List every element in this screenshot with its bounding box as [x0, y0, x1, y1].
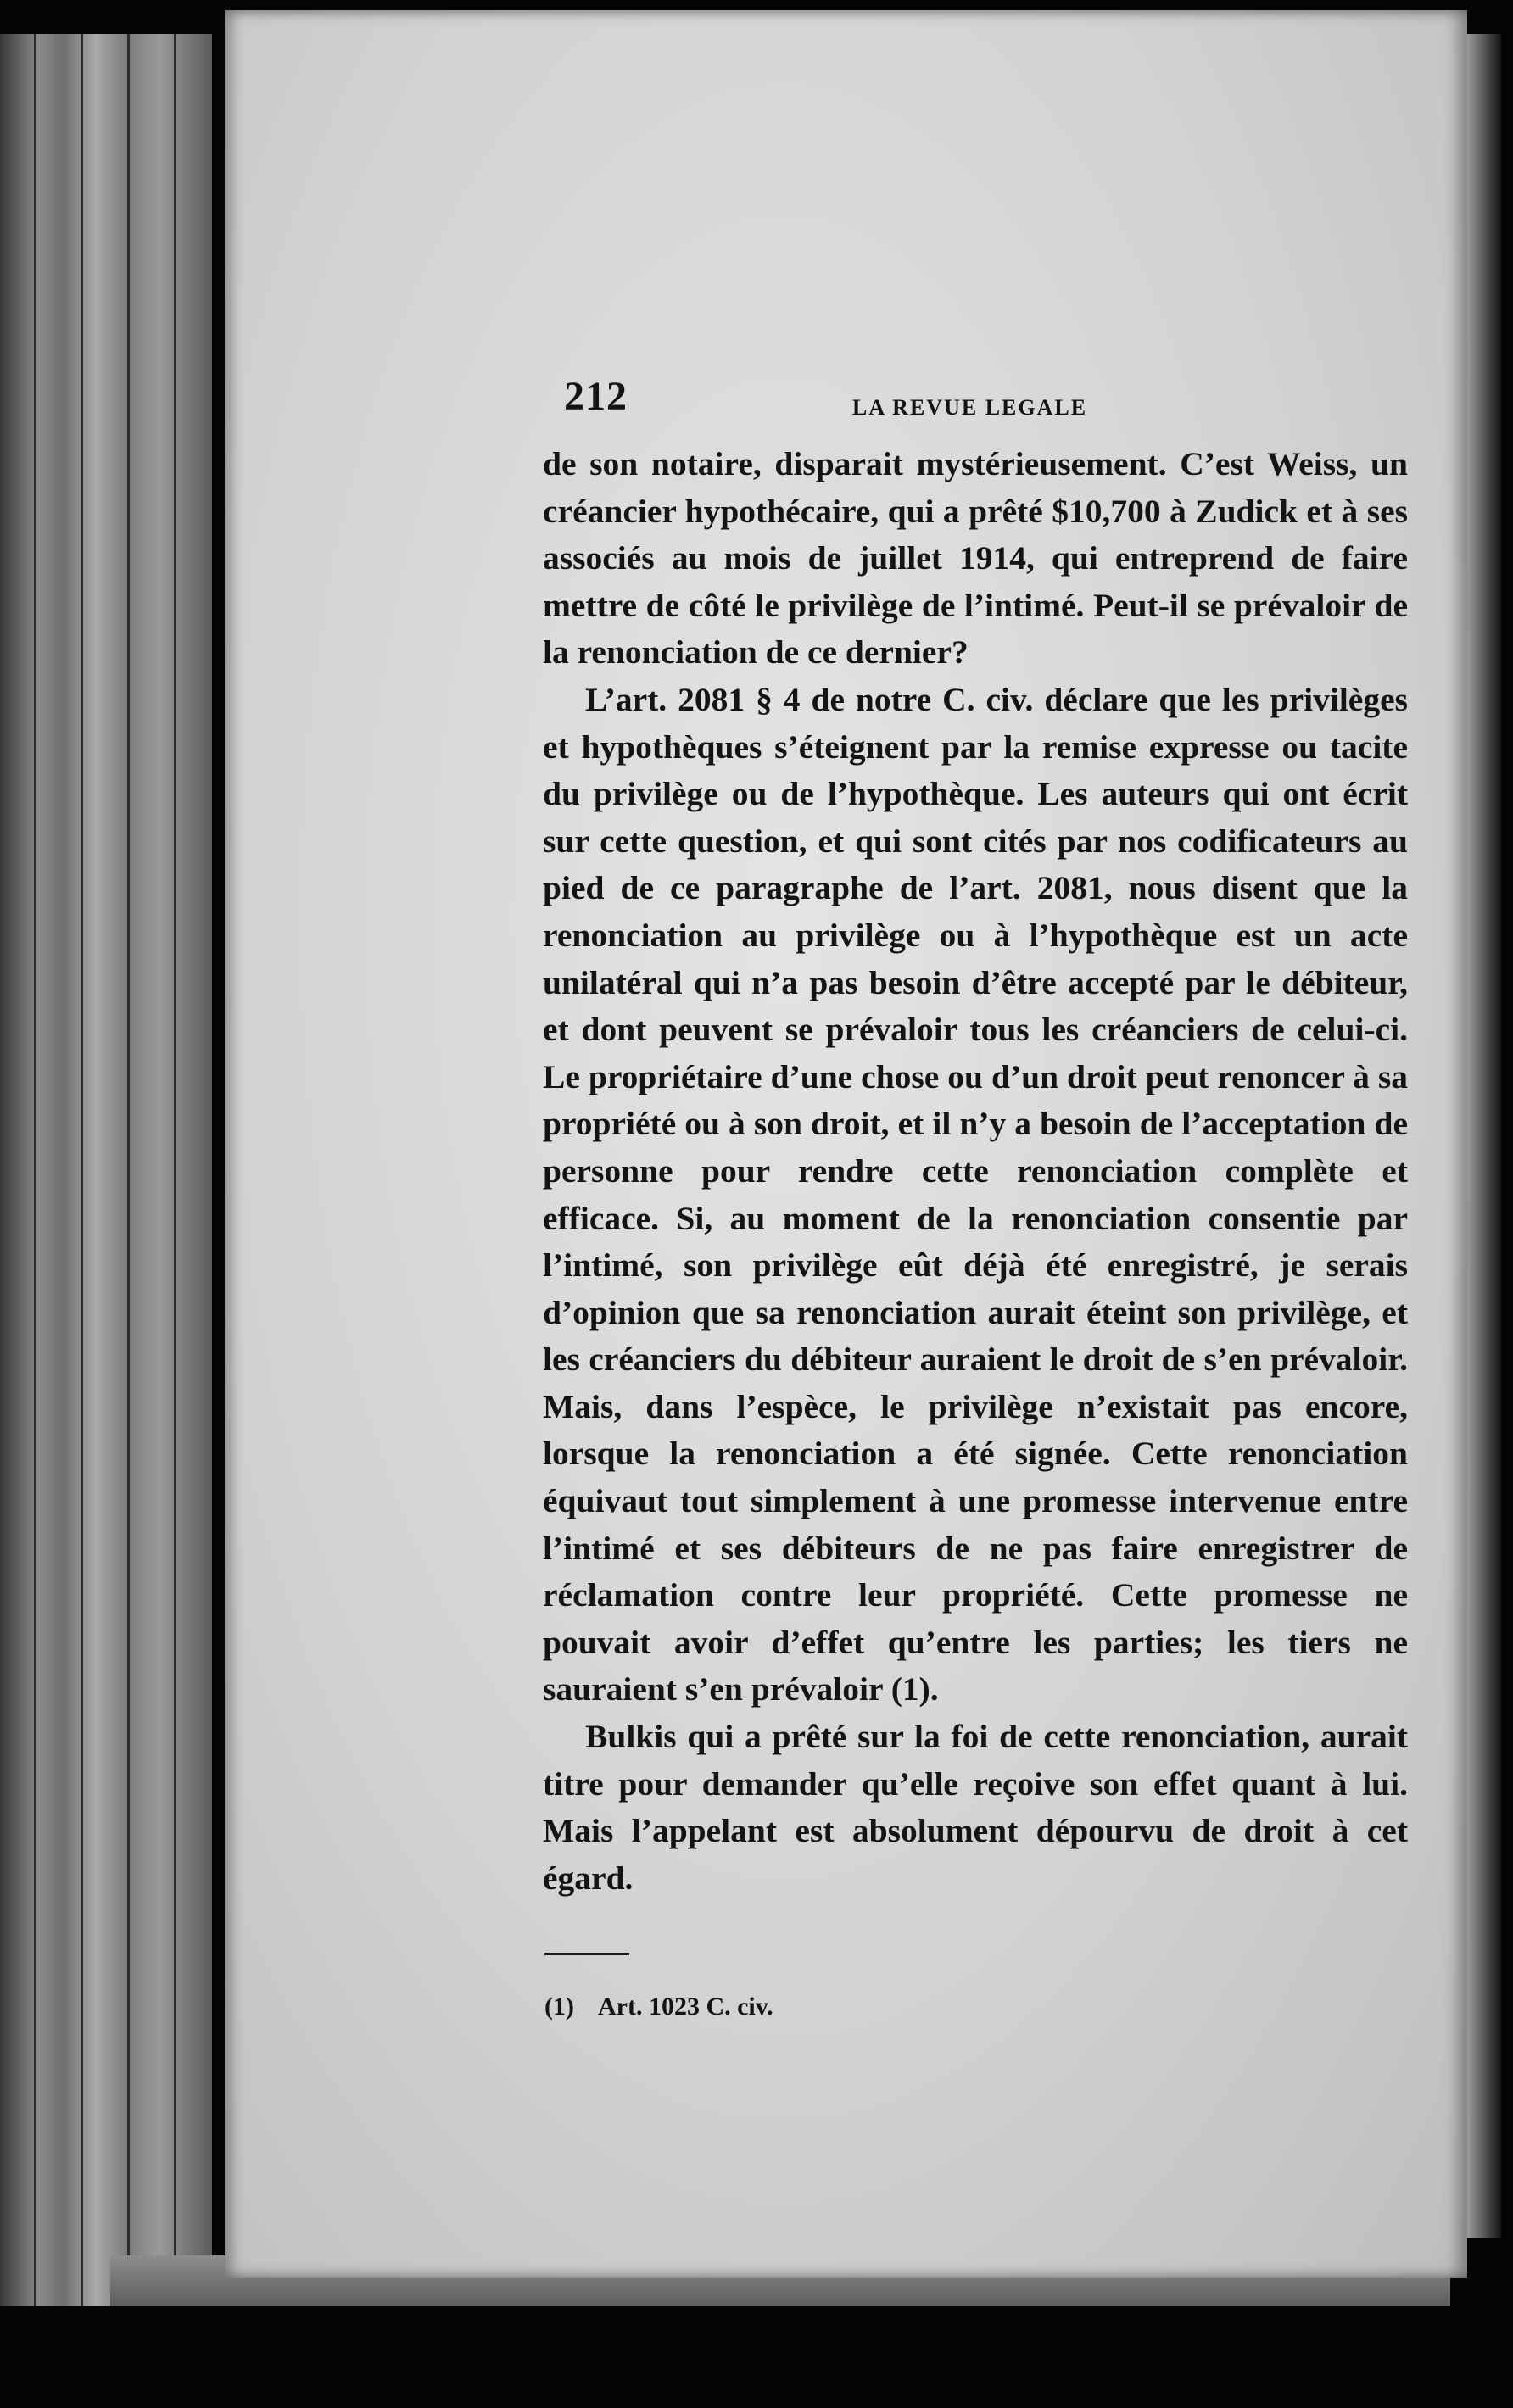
paragraph-continuation: de son notaire, disparait mystérieusement. C’est Weiss, un créancier hypothécaire, qui a prêté $10,700 à Zudick et à ses associés au mois de juillet 1914, qui entreprend de faire mettre de côté le privilège de l’intimé. Peut-il se prévaloir de la renonciation de ce dernier? — [543, 445, 1408, 672]
footnote-text: Art. 1023 C. civ. — [597, 1993, 773, 2021]
paragraph-bulkis: Bulkis qui a prêté sur la foi de cette renonciation, aurait titre pour demander qu’elle reçoive son effet quant à lui. Mais l’appelant est absolument dépourvu de droit à cet égard. — [543, 1718, 1408, 1897]
page-edge-line — [174, 34, 176, 2306]
paragraph-art-2081: L’art. 2081 § 4 de notre C. civ. déclare que les privilèges et hypothèques s’éteignent par la remise expresse ou tacite du privilège ou de l’hypothèque. Les auteurs qui ont écrit sur cette question, et qui sont cités par nos codificateurs au pied de ce paragraphe de l’art. 2081, nous disent que la renonciation au privilège ou à l’hypothèque est un acte unilatéral qui n’a pas besoin d’être accepté par le débiteur, et dont peuvent se prévaloir tous les créanciers de celui-ci. Le propriétaire d’une chose ou d’un droit peut renoncer à sa propriété ou à son droit, et il n’y a besoin de l’acceptation de personne pour rendre cette renonciation complète et efficace. Si, au moment de la renonciation consentie par l’intimé, son privilège eût déjà été enregistré, je serais d’opinion que sa renonciation aurait éteint son privilège, et les créanciers du débiteur auraient le droit de s’en prévaloir. Mais, dans l’espèce, le privilège n’existait pas encore, lorsque la renonciation a été signée. Cette renonciation équivaut tout simplement à une promesse intervenue entre l’intimé et ses débiteurs de ne pas faire enregistrer de réclamation contre leur propriété. Cette promesse ne pouvait avoir d’effet qu’entre les parties; les tiers ne sauraient s’en prévaloir (1). — [543, 680, 1408, 1708]
page-edge-line — [127, 34, 130, 2306]
page-number: 212 — [564, 374, 628, 419]
footnote-separator — [544, 1953, 629, 1955]
page-content — [543, 373, 1408, 2021]
book-spine-edge — [0, 34, 212, 2306]
footnote-marker: (1) — [544, 1993, 574, 2021]
running-header — [543, 373, 1408, 441]
page-edge-line — [81, 34, 83, 2306]
page-edge-line — [34, 34, 36, 2306]
journal-title: LA REVUE LEGALE — [852, 395, 1088, 420]
book-right-edge — [1467, 34, 1501, 2238]
footnote — [543, 1993, 1408, 2021]
